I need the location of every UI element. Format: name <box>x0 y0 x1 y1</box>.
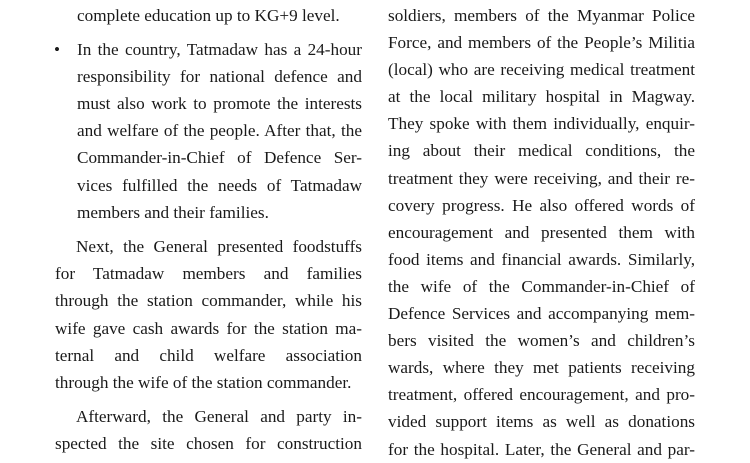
text-line: for Tatmadaw members and families <box>55 264 362 284</box>
text-line: Defence Services and accompanying mem- <box>388 304 695 324</box>
text-line: at the local military hospital in Magway. <box>388 87 695 107</box>
text-line: for the hospital. Later, the General and par- <box>388 439 695 459</box>
text-line: wife gave cash awards for the station ma- <box>55 318 362 338</box>
text-line: must also work to promote the interests <box>77 94 362 114</box>
paragraph-afterward <box>55 403 362 457</box>
bullet-tail-line: complete education up to KG+9 level. <box>77 6 340 25</box>
text-line: and welfare of the people. After that, the <box>77 121 362 141</box>
text-line: through the station commander, while his <box>55 291 362 311</box>
text-line: ternal and child welfare association <box>55 345 362 365</box>
bullet-text <box>55 36 362 226</box>
text-line: encouragement and presented them with <box>388 222 695 242</box>
paragraph-next <box>55 233 362 396</box>
text-line: covery progress. He also offered words of <box>388 195 695 215</box>
text-line: spected the site chosen for construction <box>55 434 362 454</box>
text-line: treatment they were receiving, and their re- <box>388 168 695 188</box>
text-line: treatment, offered encouragement, and pro- <box>388 385 695 405</box>
text-line: food items and financial awards. Similarly, <box>388 249 695 269</box>
text-line: Afterward, the General and party in- <box>76 407 362 427</box>
text-line: They spoke with them individually, enquir- <box>388 114 695 134</box>
text-line: members and their families. <box>77 202 269 222</box>
text-line: Next, the General presented foodstuffs <box>76 237 362 257</box>
text-line: responsibility for national defence and <box>77 67 362 87</box>
left-column <box>55 2 362 458</box>
text-line: vices fulfilled the needs of Tatmadaw <box>77 175 362 195</box>
text-line: bers visited the women’s and children’s <box>388 331 695 351</box>
text-line: In the country, Tatmadaw has a 24-hour <box>77 40 362 60</box>
right-column <box>388 2 695 463</box>
text-line: vided support items as well as donations <box>388 412 695 432</box>
text-line: (local) who are receiving medical treatment <box>388 60 695 80</box>
text-line: soldiers, members of the Myanmar Police <box>388 6 695 25</box>
text-line: through the wife of the station commander. <box>55 372 352 392</box>
text-line: wards, where they met patients receiving <box>388 358 695 378</box>
text-line: the wife of the Commander-in-Chief of <box>388 276 695 296</box>
bullet-item <box>55 36 362 226</box>
text-line: ing about their medical conditions, the <box>388 141 695 161</box>
text-line: Commander-in-Chief of Defence Ser- <box>77 148 362 168</box>
bullet-marker: • <box>54 40 61 60</box>
text-line: Force, and members of the People’s Militia <box>388 33 695 53</box>
